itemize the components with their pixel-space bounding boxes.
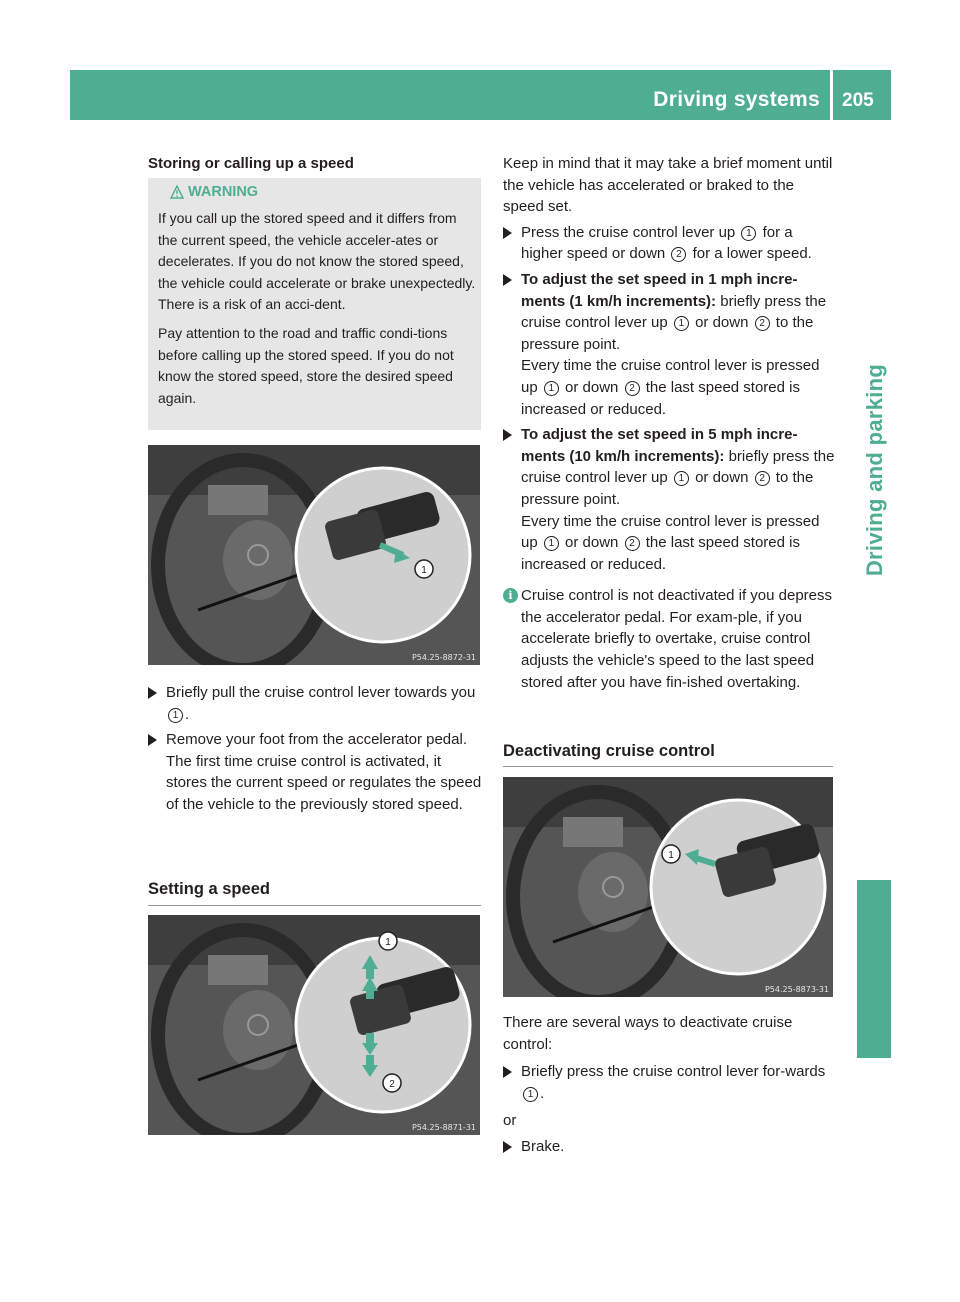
- warning-box: [148, 178, 481, 430]
- section-rule: [148, 905, 481, 906]
- warning-triangle-icon: [170, 185, 184, 199]
- section-rule: [503, 766, 833, 767]
- callout-2-icon: 2: [625, 381, 640, 396]
- deactivate-intro: There are several ways to deactivate cruise control:: [503, 1014, 793, 1053]
- info-note: i Cruise control is not deactivated if you depress the accelerator pedal. For exam-ple, if you accelerate briefly to overtake, cruise control adjusts the vehicle's speed to the last speed stored after you have fin-ished overtaking.: [503, 585, 837, 693]
- svg-text:1: 1: [668, 850, 674, 861]
- callout-2-icon: 2: [755, 471, 770, 486]
- image-code: P54.25-8873-31: [764, 985, 829, 994]
- callout-1-icon: 1: [168, 708, 183, 723]
- list-item: Brake.: [503, 1136, 837, 1158]
- list-item: Briefly pull the cruise control lever towards you 1 .: [148, 682, 484, 725]
- cockpit-image-set-speed: [148, 915, 480, 1135]
- list-item: Remove your foot from the accelerator pedal. The first time cruise control is activated, it stores the current speed or regulates the speed of the vehicle to the previously stored speed.: [148, 729, 484, 815]
- svg-text:2: 2: [389, 1079, 395, 1090]
- list-item: Press the cruise control lever up 1 for a higher speed or down 2 for a lower speed.: [503, 222, 837, 265]
- list-item: To adjust the set speed in 5 mph incre-ments (10 km/h increments): briefly press the cruise control lever up 1 or down 2 to the pressure point. Every time the cruise control lever is pressed up 1 or down 2 the last speed stored is increased or reduced.: [503, 424, 837, 575]
- side-tab-block: [857, 880, 891, 1058]
- heading-storing: Storing or calling up a speed: [148, 155, 354, 172]
- arrow-bullet-icon: [503, 274, 512, 286]
- arrow-bullet-icon: [503, 227, 512, 239]
- callout-2-icon: 2: [671, 247, 686, 262]
- callout-2-icon: 2: [625, 536, 640, 551]
- list-item: Briefly press the cruise control lever for-wards 1 .: [503, 1061, 837, 1104]
- cockpit-image-deactivate: [503, 777, 833, 997]
- list-item: To adjust the set speed in 1 mph incre-ments (1 km/h increments): briefly press the cruise control lever up 1 or down 2 to the pressure point. Every time the cruise control lever is pressed up 1 or down 2 the last speed stored is increased or reduced.: [503, 269, 837, 420]
- callout-1-icon: 1: [674, 471, 689, 486]
- page-number: 205: [842, 90, 874, 111]
- intro-paragraph: Keep in mind that it may take a brief moment until the vehicle has accelerated or braked to the speed set.: [503, 155, 833, 216]
- side-tab: [845, 240, 905, 700]
- section-title: Driving systems: [653, 88, 820, 111]
- arrow-bullet-icon: [503, 1141, 512, 1153]
- callout-1-icon: 1: [544, 536, 559, 551]
- warning-label: WARNING: [188, 184, 259, 200]
- arrow-bullet-icon: [503, 1066, 512, 1078]
- warning-paragraph-1: If you call up the stored speed and it differs from the current speed, the vehicle acceler-ates or decelerates. If you do not know the stored speed, the vehicle could accelerate or brake unexpectedly. There is a risk of an acci-dent.: [158, 210, 476, 313]
- or-text: or: [503, 1112, 517, 1130]
- image-code: P54.25-8872-31: [411, 653, 476, 662]
- image-code: P54.25-8871-31: [411, 1123, 476, 1132]
- callout-2-icon: 2: [755, 316, 770, 331]
- callout-1-icon: 1: [741, 226, 756, 241]
- callout-1-icon: 1: [523, 1087, 538, 1102]
- svg-text:1: 1: [385, 937, 391, 948]
- heading-deactivating: Deactivating cruise control: [503, 742, 715, 760]
- svg-text:1: 1: [421, 565, 427, 576]
- callout-1-icon: 1: [674, 316, 689, 331]
- arrow-bullet-icon: [148, 687, 157, 699]
- callout-1-icon: 1: [544, 381, 559, 396]
- info-icon: i: [503, 588, 518, 603]
- header-divider: [830, 70, 833, 120]
- warning-paragraph-2: Pay attention to the road and traffic condi-tions before calling up the stored speed. If you do not know the stored speed, store the desired speed again.: [158, 324, 454, 406]
- cockpit-image-pull-lever: [148, 445, 480, 665]
- heading-setting: Setting a speed: [148, 880, 270, 898]
- arrow-bullet-icon: [148, 734, 157, 746]
- side-tab-label: Driving and parking: [862, 363, 887, 577]
- arrow-bullet-icon: [503, 429, 512, 441]
